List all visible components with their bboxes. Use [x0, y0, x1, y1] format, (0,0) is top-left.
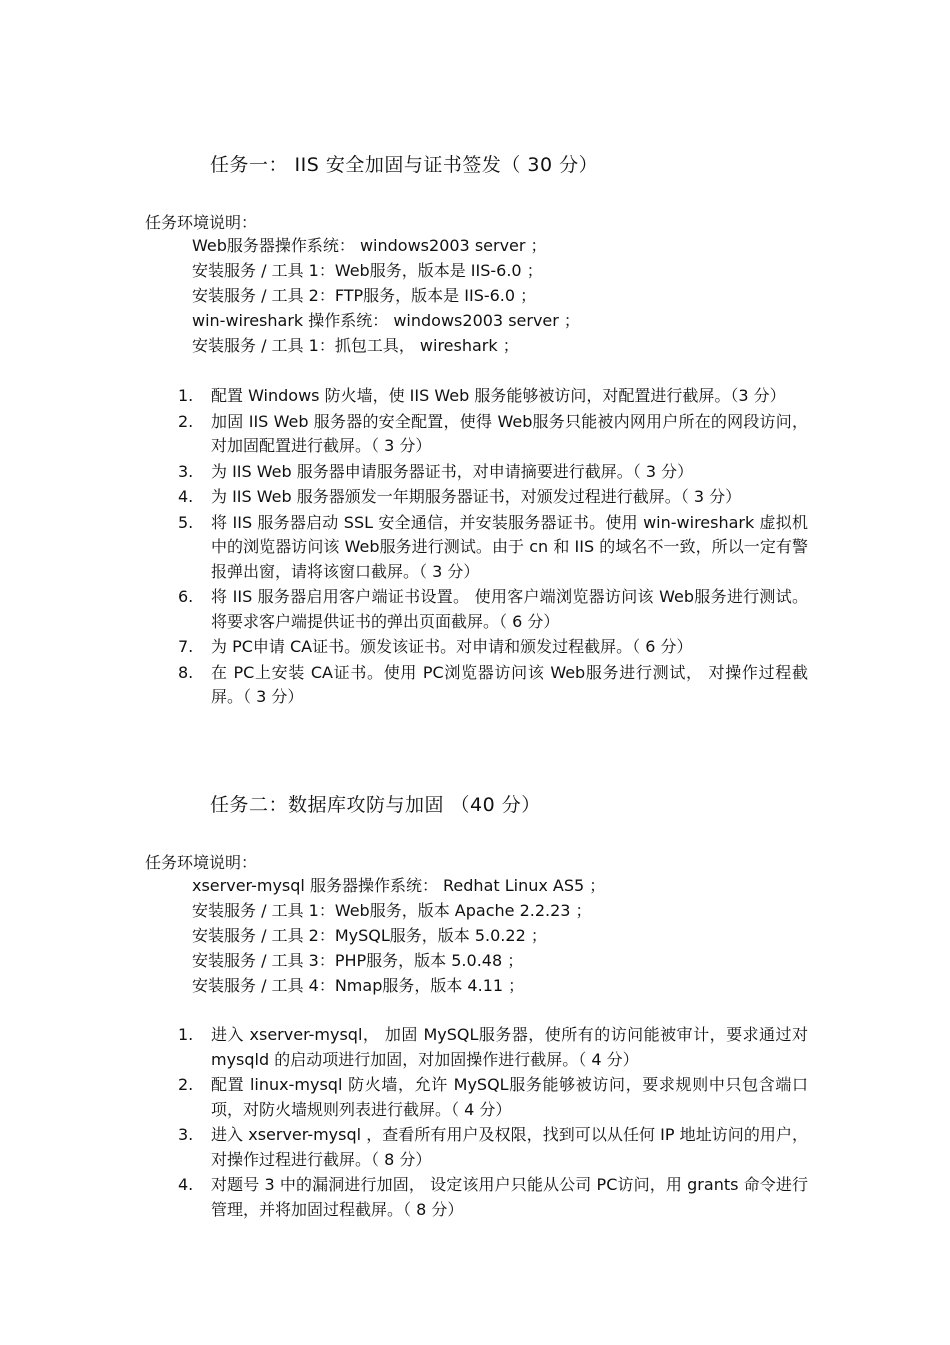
item-number: 2.	[178, 1075, 194, 1094]
env-line: 安装服务 / 工具 4：Nmap服务，版本 4.11 ；	[192, 976, 525, 995]
list-item	[178, 1073, 808, 1122]
task2-env-list	[192, 873, 605, 998]
task1-env-list	[192, 233, 580, 358]
item-text: 配置 linux-mysql 防火墙，允许 MySQL服务能够被访问，要求规则中只包含端口项，对防火墙规则列表进行截屏。（ 4 分）	[211, 1075, 808, 1119]
item-number: 3.	[178, 461, 194, 481]
env-line: Web服务器操作系统： windows2003 server ；	[192, 236, 547, 255]
item-text: 配置 Windows 防火墙，使 IIS Web 服务能够被访问，对配置进行截屏。（3 分）	[211, 386, 786, 405]
env-line: 安装服务 / 工具 2：MySQL服务，版本 5.0.22 ；	[192, 926, 547, 945]
item-number: 2.	[178, 411, 194, 431]
item-text: 对题号 3 中的漏洞进行加固， 设定该用户只能从公司 PC访问，用 grants 命令进行管理，并将加固过程截屏。（ 8 分）	[211, 1175, 808, 1219]
item-text: 将 IIS 服务器启动 SSL 安全通信，并安装服务器证书。使用 win-wireshark 虚拟机中的浏览器访问该 Web服务进行测试。由于 cn 和 IIS 的域名不一致，所以一定有警报弹出窗，请将该窗口截屏。（ 3 分）	[211, 512, 808, 581]
item-text: 加固 IIS Web 服务器的安全配置，使得 Web服务只能被内网用户所在的网段访问，对加固配置进行截屏。（ 3 分）	[211, 411, 808, 455]
env-line: win-wireshark 操作系统： windows2003 server ；	[192, 311, 580, 330]
list-item	[178, 460, 808, 485]
item-text: 进入 xserver-mysql ，查看所有用户及权限，找到可以从任何 IP 地址访问的用户，对操作过程进行截屏。（ 8 分）	[211, 1125, 808, 1169]
list-item	[178, 1173, 808, 1222]
list-item	[178, 661, 808, 710]
env-line: xserver-mysql 服务器操作系统： Redhat Linux AS5 ；	[192, 876, 606, 895]
env-line: 安装服务 / 工具 1：Web服务，版本是 IIS-6.0 ；	[192, 261, 543, 280]
env-line: 安装服务 / 工具 3：PHP服务，版本 5.0.48 ；	[192, 951, 524, 970]
item-number: 1.	[178, 386, 194, 405]
task2-title: 任务二：数据库攻防与加固 （40 分）	[210, 794, 541, 816]
item-number: 7.	[178, 637, 194, 656]
item-number: 6.	[178, 587, 194, 606]
list-item	[178, 1123, 808, 1172]
task1-items	[178, 384, 808, 711]
item-text: 为 PC申请 CA证书。颁发该证书。对申请和颁发过程截屏。（ 6 分）	[211, 637, 693, 656]
env-line: 安装服务 / 工具 1：Web服务，版本 Apache 2.2.23 ；	[192, 901, 592, 920]
item-number: 4.	[178, 487, 194, 506]
item-text: 进入 xserver-mysql， 加固 MySQL服务器，使所有的访问能被审计，要求通过对 mysqld 的启动项进行加固，对加固操作进行截屏。（ 4 分）	[211, 1025, 808, 1069]
list-item	[178, 511, 808, 585]
task1-title: 任务一： IIS 安全加固与证书签发（ 30 分）	[210, 154, 599, 176]
item-text: 将 IIS 服务器启用客户端证书设置。 使用客户端浏览器访问该 Web服务进行测试。将要求客户端提供证书的弹出页面截屏。（ 6 分）	[211, 587, 808, 631]
list-item	[178, 485, 808, 510]
item-text: 为 IIS Web 服务器颁发一年期服务器证书，对颁发过程进行截屏。（ 3 分）	[211, 487, 742, 506]
env-line: 安装服务 / 工具 1：抓包工具， wireshark ；	[192, 336, 519, 355]
item-number: 4.	[178, 1175, 194, 1194]
task2-items	[178, 1023, 808, 1223]
item-text: 为 IIS Web 服务器申请服务器证书，对申请摘要进行截屏。（ 3 分）	[211, 461, 694, 481]
item-number: 1.	[178, 1025, 194, 1044]
item-number: 3.	[178, 1125, 194, 1144]
item-number: 5.	[178, 512, 194, 532]
item-number: 8.	[178, 662, 194, 682]
task1-env-heading: 任务环境说明：	[145, 213, 258, 232]
list-item	[178, 1023, 808, 1072]
list-item	[178, 384, 808, 409]
env-line: 安装服务 / 工具 2：FTP服务，版本是 IIS-6.0 ；	[192, 286, 537, 305]
list-item	[178, 410, 808, 459]
list-item	[178, 635, 808, 660]
task2-env-heading: 任务环境说明：	[145, 853, 258, 872]
item-text: 在 PC上安装 CA证书。使用 PC浏览器访问该 Web服务进行测试， 对操作过程截屏。（ 3 分）	[211, 662, 808, 706]
list-item	[178, 585, 808, 634]
